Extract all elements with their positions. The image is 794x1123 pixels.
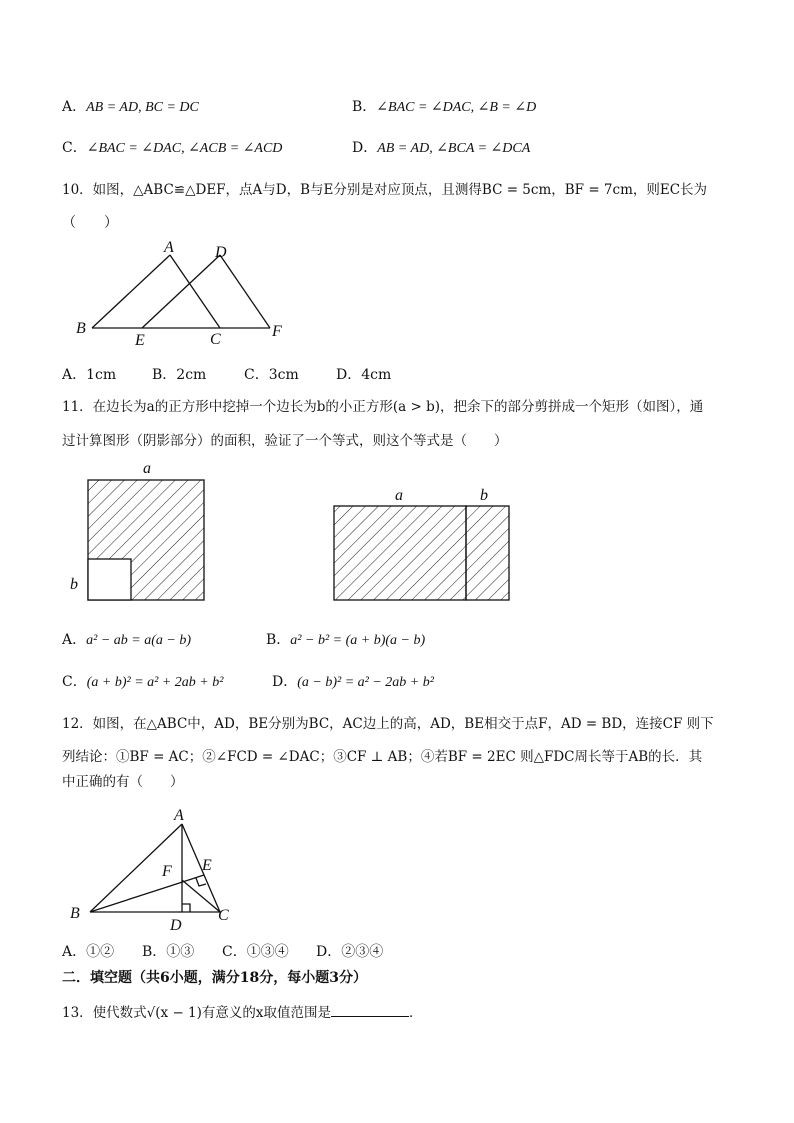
q9-option-b: B．∠BAC = ∠DAC, ∠B = ∠D [352, 99, 537, 115]
q12-label-a: A [174, 807, 184, 824]
q11-rect-part-b [466, 506, 509, 600]
q12-stem-line2: 列结论：①BF = AC；②∠FCD = ∠DAC；③CF ⊥ AB；④若BF = 2EC 则△FDC周长等于AB的长．其 [62, 749, 703, 765]
q12-label-c: C [218, 907, 229, 924]
q11-label-a-left: a [143, 460, 151, 477]
q13-stem-end: ． [409, 1005, 423, 1021]
q10-figure [70, 240, 300, 350]
q12-right-angle-d [182, 904, 190, 912]
q12-option-d: D．②③④ [316, 944, 384, 960]
q10-segment-df [220, 255, 270, 328]
q9-option-d: D．AB = AD, ∠BCA = ∠DCA [352, 140, 531, 156]
q10-option-a: A．1cm [62, 367, 117, 383]
q10-segment-ba [92, 255, 170, 328]
q11-stem-line1: 11．在边长为a的正方形中挖掉一个边长为b的小正方形(a > b)，把余下的部分剪拼成一个矩形（如图），通 [62, 399, 704, 415]
q10-label-c: C [210, 331, 221, 348]
q10-stem: 10．如图，△ABC≌△DEF，点A与D，B与E分别是对应顶点，且测得BC = 5cm，BF = 7cm，则EC长为 [62, 182, 708, 198]
q11-rect-part-a [334, 506, 466, 600]
q12-stem-line3: 中正确的有（ ） [62, 774, 184, 790]
q12-option-c: C．①③④ [222, 944, 289, 960]
q10-option-d: D．4cm [336, 367, 392, 383]
q12-segment-be [90, 875, 204, 912]
q11-label-b-right: b [480, 487, 488, 504]
q13-stem [62, 1002, 423, 1023]
q13-answer-blank[interactable] [331, 1002, 409, 1017]
q10-segment-ed [142, 255, 220, 328]
q10-label-e: E [135, 332, 145, 349]
q12-segment-ac [182, 824, 220, 912]
q10-label-a: A [164, 239, 174, 256]
section-2-title: 二．填空题（共6小题，满分18分，每小题3分） [62, 970, 367, 986]
q11-figure [60, 455, 530, 610]
q11-option-a: A．a² − ab = a(a − b) [62, 632, 191, 648]
q10-option-c: C．3cm [244, 367, 299, 383]
q10-label-d: D [215, 244, 227, 261]
q10-paren: （ ） [62, 215, 118, 231]
q11-small-square [88, 559, 131, 600]
q11-option-c: C．(a + b)² = a² + 2ab + b² [62, 674, 224, 690]
q10-segment-ac [170, 255, 220, 328]
q12-label-d: D [170, 917, 182, 934]
q12-option-a: A．①② [62, 944, 115, 960]
q12-label-e: E [202, 857, 212, 874]
q13-stem-text: 13．使代数式√(x − 1)有意义的x取值范围是 [62, 1005, 332, 1021]
q11-option-b: B．a² − b² = (a + b)(a − b) [266, 632, 426, 648]
q12-right-angle-e [196, 878, 206, 886]
q11-option-d: D．(a − b)² = a² − 2ab + b² [272, 674, 434, 690]
q9-option-c: C．∠BAC = ∠DAC, ∠ACB = ∠ACD [62, 140, 283, 156]
q10-label-b: B [76, 320, 86, 337]
q11-label-b-left: b [70, 576, 78, 593]
q9-option-a: A．AB = AD, BC = DC [62, 99, 199, 115]
q12-label-b: B [70, 905, 80, 922]
q12-stem-line1: 12．如图，在△ABC中，AD，BE分别为BC，AC边上的高，AD，BE相交于点F，AD = BD，连接CF 则下 [62, 716, 714, 732]
q12-figure [66, 800, 246, 940]
q11-label-a-right: a [395, 487, 403, 504]
q11-stem-line2: 过计算图形（阴影部分）的面积，验证了一个等式，则这个等式是（ ） [62, 433, 508, 449]
q10-option-b: B．2cm [152, 367, 207, 383]
q10-label-f: F [272, 323, 282, 340]
q12-label-f: F [162, 863, 172, 880]
q12-option-b: B．①③ [142, 944, 195, 960]
